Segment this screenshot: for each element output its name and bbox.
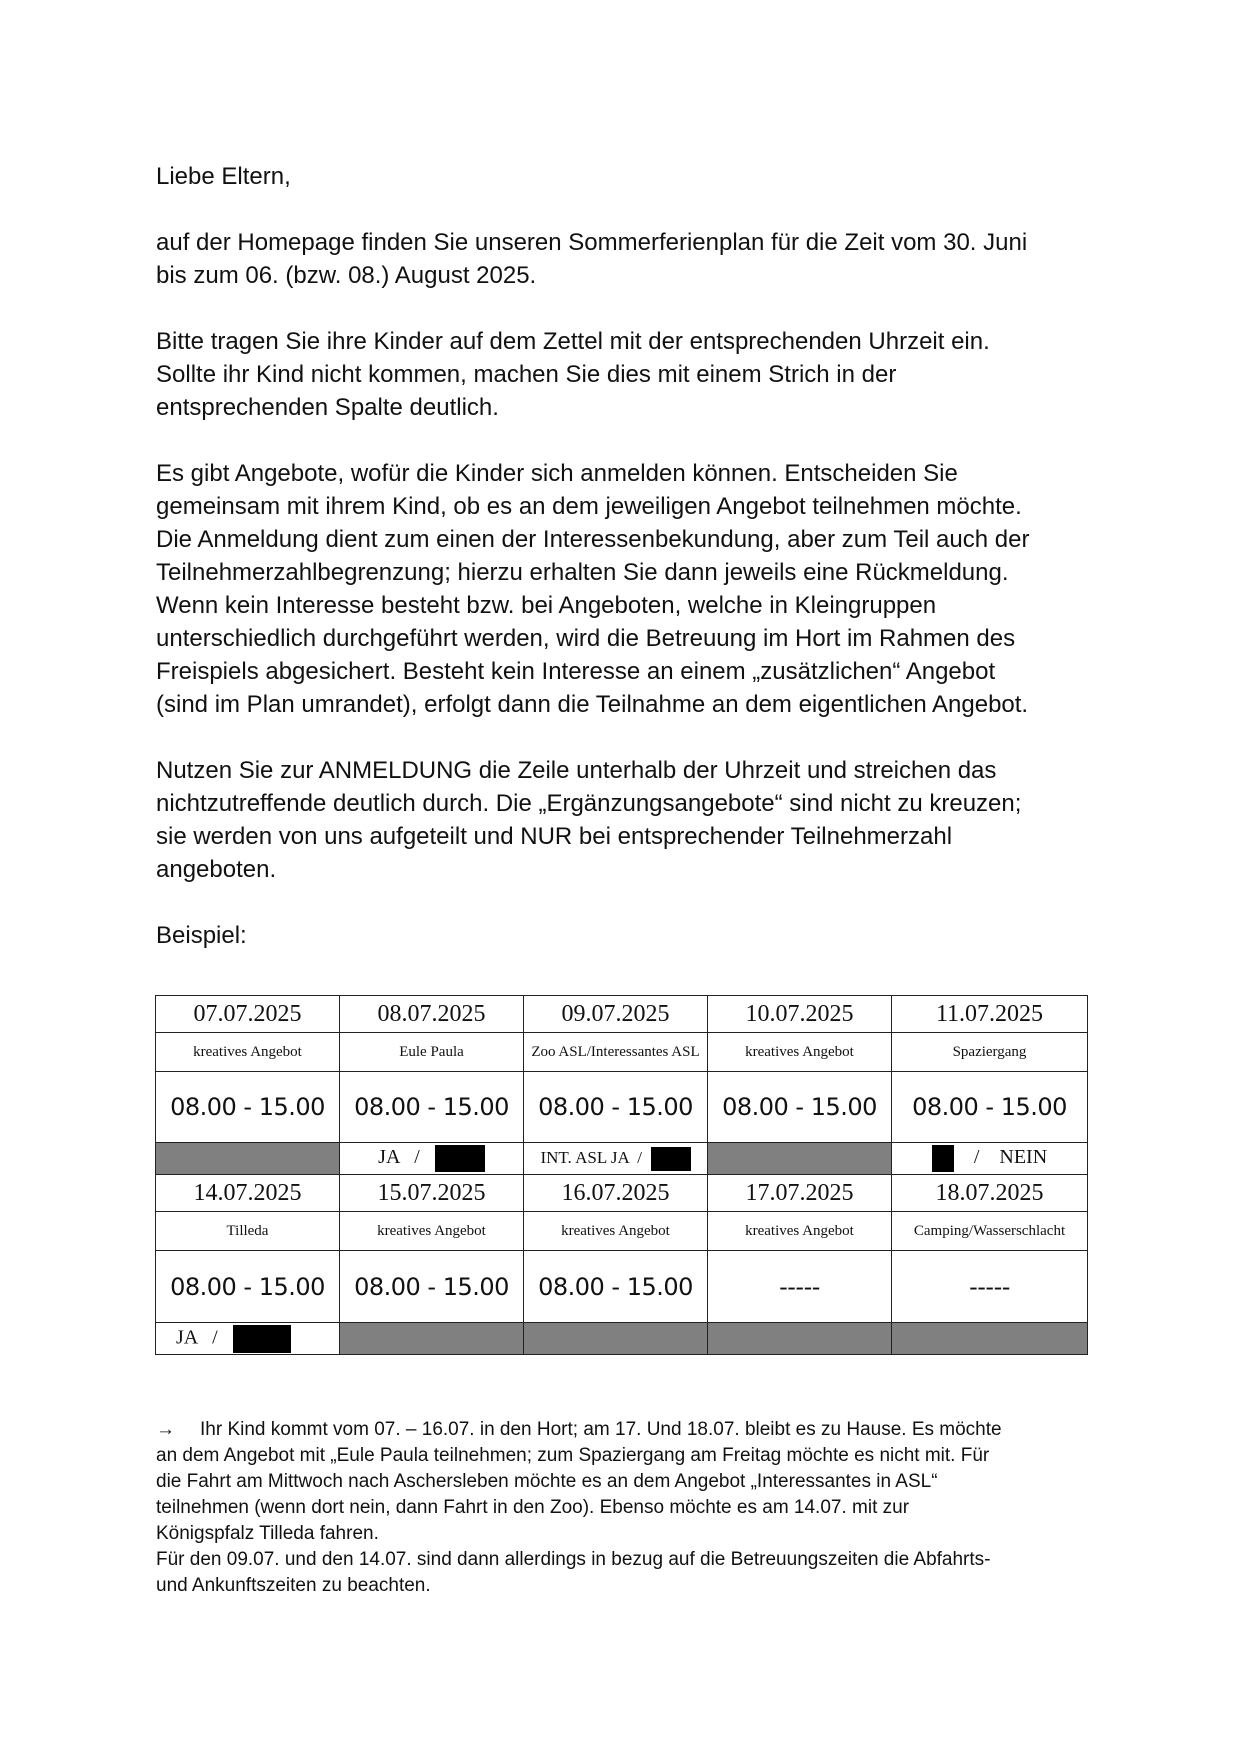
- registration-row: [156, 1143, 1088, 1175]
- text-line: Königspfalz Tilleda fahren.: [156, 1523, 379, 1544]
- text-line: Sollte ihr Kind nicht kommen, machen Sie dies mit einem Strich in der: [156, 361, 897, 388]
- registration-cell-empty: [892, 1323, 1088, 1355]
- activity-text: Zoo ASL/Interessantes ASL: [531, 1044, 700, 1060]
- activity-cell: [524, 1033, 708, 1072]
- choice-slash: /: [414, 1146, 420, 1169]
- paragraph-instructions: [156, 325, 1086, 424]
- text-line: Bitte tragen Sie ihre Kinder auf dem Zettel mit der entsprechenden Uhrzeit ein.: [156, 328, 990, 355]
- text-line: Wenn kein Interesse besteht bzw. bei Angeboten, welche in Kleingruppen: [156, 592, 937, 619]
- date-cell: 11.07.2025: [892, 996, 1088, 1033]
- time-cell: -----: [708, 1251, 892, 1323]
- paragraph-registration: [156, 754, 1086, 886]
- crossed-out-mark: [435, 1145, 485, 1172]
- text-line: auf der Homepage finden Sie unseren Sommerferienplan für die Zeit vom 30. Juni: [156, 229, 1028, 256]
- choice-nein: NEIN: [999, 1146, 1048, 1169]
- crossed-out-mark: [233, 1325, 291, 1353]
- time-cell: 08.00 - 15.00: [524, 1072, 708, 1143]
- text-line: Es gibt Angebote, wofür die Kinder sich anmelden können. Entscheiden Sie: [156, 460, 958, 487]
- activity-row: [156, 1033, 1088, 1072]
- time-row: [156, 1251, 1088, 1323]
- time-cell: 08.00 - 15.00: [708, 1072, 892, 1143]
- registration-cell: [524, 1143, 708, 1175]
- date-cell: 07.07.2025: [156, 996, 340, 1033]
- activity-cell: Eule Paula: [340, 1033, 524, 1072]
- time-cell: 08.00 - 15.00: [340, 1251, 524, 1323]
- text-line: an dem Angebot mit „Eule Paula teilnehmen; zum Spaziergang am Freitag möchte es nicht mit. Für: [156, 1445, 990, 1466]
- text-line: unterschiedlich durchgeführt werden, wird die Betreuung im Hort im Rahmen des: [156, 625, 1016, 652]
- text-line: sie werden von uns aufgeteilt und NUR bei entsprechender Teilnehmerzahl: [156, 823, 953, 850]
- text-line: Freispiels abgesichert. Besteht kein Interesse an einem „zusätzlichen“ Angebot: [156, 658, 996, 685]
- time-cell: 08.00 - 15.00: [340, 1072, 524, 1143]
- activity-cell: kreatives Angebot: [340, 1212, 524, 1251]
- registration-row: [156, 1323, 1088, 1355]
- registration-cell-empty: [708, 1143, 892, 1175]
- choice-slash: /: [637, 1147, 643, 1167]
- choice-ja: JA: [378, 1146, 400, 1169]
- registration-cell-empty: [156, 1143, 340, 1175]
- date-cell: 09.07.2025: [524, 996, 708, 1033]
- time-row: [156, 1072, 1088, 1143]
- time-cell: 08.00 - 15.00: [156, 1251, 340, 1323]
- registration-cell: [340, 1143, 524, 1175]
- registration-cell: [156, 1323, 340, 1355]
- date-cell: 10.07.2025: [708, 996, 892, 1033]
- text-line: Für den 09.07. und den 14.07. sind dann allerdings in bezug auf die Betreuungszeiten die Abfahrts-: [156, 1549, 991, 1570]
- choice-int-asl-ja: INT. ASL JA: [540, 1147, 629, 1167]
- date-cell: 17.07.2025: [708, 1175, 892, 1212]
- text-line: bis zum 06. (bzw. 08.) August 2025.: [156, 262, 537, 289]
- activity-cell: kreatives Angebot: [156, 1033, 340, 1072]
- text-line: angeboten.: [156, 856, 277, 883]
- time-cell: -----: [892, 1251, 1088, 1323]
- example-explanation: [156, 1417, 1086, 1599]
- example-schedule-table: [155, 995, 1088, 1355]
- registration-cell: [892, 1143, 1088, 1175]
- date-cell: 18.07.2025: [892, 1175, 1088, 1212]
- activity-cell: Spaziergang: [892, 1033, 1088, 1072]
- text-line: [156, 1417, 1086, 1443]
- time-cell: 08.00 - 15.00: [892, 1072, 1088, 1143]
- activity-cell: Tilleda: [156, 1212, 340, 1251]
- letter-body: [156, 160, 1086, 952]
- time-cell: 08.00 - 15.00: [524, 1251, 708, 1323]
- text-line: Nutzen Sie zur ANMELDUNG die Zeile unterhalb der Uhrzeit und streichen das: [156, 757, 997, 784]
- date-cell: 15.07.2025: [340, 1175, 524, 1212]
- date-cell: 16.07.2025: [524, 1175, 708, 1212]
- time-cell: 08.00 - 15.00: [156, 1072, 340, 1143]
- date-cell: 08.07.2025: [340, 996, 524, 1033]
- activity-cell: Camping/Wasserschlacht: [892, 1212, 1088, 1251]
- paragraph-period: [156, 226, 1086, 292]
- activity-cell: kreatives Angebot: [708, 1212, 892, 1251]
- text-line: (sind im Plan umrandet), erfolgt dann die Teilnahme an dem eigentlichen Angebot.: [156, 691, 1029, 718]
- registration-cell-empty: [524, 1323, 708, 1355]
- text-line: Die Anmeldung dient zum einen der Interessenbekundung, aber zum Teil auch der: [156, 526, 1030, 553]
- arrow-right-icon: →: [156, 1419, 175, 1440]
- crossed-out-mark: [932, 1145, 954, 1172]
- registration-cell-empty: [708, 1323, 892, 1355]
- registration-cell-empty: [340, 1323, 524, 1355]
- text-line: Teilnehmerzahlbegrenzung; hierzu erhalten Sie dann jeweils eine Rückmeldung.: [156, 559, 1009, 586]
- example-label: Beispiel:: [156, 922, 247, 949]
- date-row: [156, 1175, 1088, 1212]
- choice-ja: JA: [176, 1326, 198, 1349]
- note-text: Ihr Kind kommt vom 07. – 16.07. in den Hort; am 17. Und 18.07. bleibt es zu Hause. Es möchte: [200, 1419, 1002, 1440]
- choice-slash: /: [973, 1146, 980, 1169]
- choice-slash: /: [212, 1326, 218, 1349]
- crossed-out-mark: [651, 1147, 691, 1171]
- date-cell: 14.07.2025: [156, 1175, 340, 1212]
- activity-cell: kreatives Angebot: [708, 1033, 892, 1072]
- paragraph-offers: [156, 457, 1086, 721]
- activity-cell: kreatives Angebot: [524, 1212, 708, 1251]
- text-line: und Ankunftszeiten zu beachten.: [156, 1575, 431, 1596]
- salutation: Liebe Eltern,: [156, 163, 291, 190]
- text-line: teilnehmen (wenn dort nein, dann Fahrt in den Zoo). Ebenso möchte es am 14.07. mit zur: [156, 1497, 910, 1518]
- text-line: nichtzutreffende deutlich durch. Die „Ergänzungsangebote“ sind nicht zu kreuzen;: [156, 790, 1022, 817]
- text-line: entsprechenden Spalte deutlich.: [156, 394, 499, 421]
- activity-row: [156, 1212, 1088, 1251]
- date-row: [156, 996, 1088, 1033]
- text-line: gemeinsam mit ihrem Kind, ob es an dem jeweiligen Angebot teilnehmen möchte.: [156, 493, 1022, 520]
- text-line: die Fahrt am Mittwoch nach Aschersleben möchte es an dem Angebot „Interessantes in ASL“: [156, 1471, 938, 1492]
